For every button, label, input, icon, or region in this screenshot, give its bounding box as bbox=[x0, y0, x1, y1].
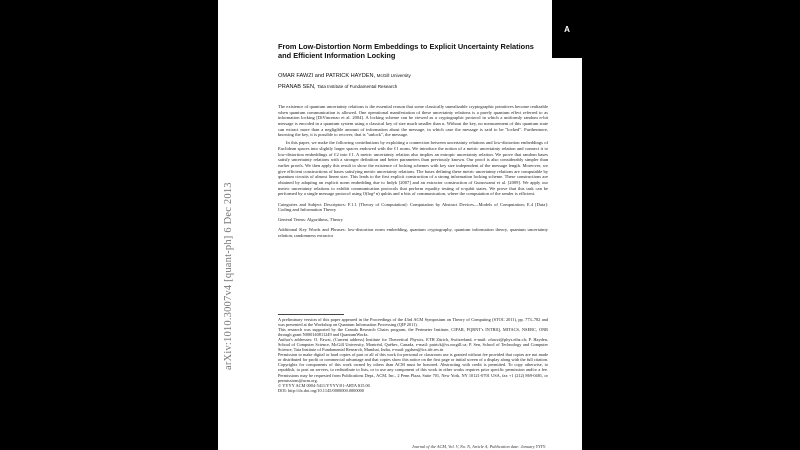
author-names: OMAR FAWZI and PATRICK HAYDEN, bbox=[278, 73, 376, 79]
abstract-paragraph-2: In this paper, we make the following contributions by exploiting a connection between uncertainty relations and low-distortion embeddings of Euclidean spaces into slightly larger spaces endowed with the ℓ1 norm. We introduce the notion of a metric uncertainty relation and connect it to low-distortion embeddings of ℓ2 into ℓ1. A metric uncertainty relation also implies an entropic uncertainty relation. We prove that random bases satisfy uncertainty relations with a stronger definition and better parameters than previously known. Our proof is also considerably simpler than earlier proofs. We then apply this result to show the existence of locking schemes with key size independent of the message length. Moreover, we give efficient constructions of bases satisfying metric uncertainty relations. The bases defining these metric uncertainty relations are computable by quantum circuits of almost linear size. This leads to the first explicit construction of a strong information locking scheme. These constructions are obtained by adapting an explicit norm embedding due to Indyk [2007] and an extractor construction of Guruswami et al. [2009]. We apply our metric uncertainty relations to exhibit communication protocols that perform equality testing of n-qubit states. We prove that this task can be performed by a single message protocol using O(log² n) qubits and n bits of communication, where the computation of the sender is efficient. bbox=[278, 140, 548, 197]
abstract-paragraph-1: The existence of quantum uncertainty relations is the essential reason that some classically unrealizable cryptographic primitives become realizable when quantum communication is allowed. One operational manifestation of these uncertainty relations is a purely quantum effect referred to as information locking [DiVincenzo et al. 2004]. A locking scheme can be viewed as a cryptographic protocol in which a uniformly random n-bit message is encoded in a quantum system using a classical key of size much smaller than n. Without the key, no measurement of this quantum state can extract more than a negligible amount of information about the message, in which case the message is said to be "locked". Furthermore, knowing the key, it is possible to recover, that is "unlock", the message. bbox=[278, 104, 548, 138]
author-line-1 bbox=[278, 71, 548, 82]
footnote: A preliminary version of this paper appeared in the Proceedings of the 43rd ACM Symposium on Theory of Computing (STOC 2011), pp. 773–782 and was presented at the Workshop on Quantum Information Processing (QIP 2011). bbox=[278, 317, 548, 328]
footnote: Author's addresses: O. Fawzi, (Current address) Institute for Theoretical Physics, ETH Zürich, Switzerland, e-mail: ofawzi@phys.ethz.ch; P. Hayden, School of Computer Science, McGill University, Montréal, Québec, Canada, e-mail: patrick@cs.mcgill.ca; P. Sen, School of Technology and Computer Science, Tata Institute of Fundamental Research, Mumbai, India, e-mail: pgdsen@tcs.tifr.res.in bbox=[278, 337, 548, 353]
author-block bbox=[278, 71, 548, 92]
subject-categories: Categories and Subject Descriptors: F.1.1 [Theory of Computation]: Computation by Abstract Devices—Models of Computation; E.4 [Data]: Coding and Information Theory bbox=[278, 201, 548, 213]
footnote: This research was supported by the Canada Research Chairs program, the Perimeter Institute, CIFAR, FQRNT's INTRIQ, MITACS, NSERC, ONR through grant N000140811249 and QuantumWorks. bbox=[278, 327, 548, 338]
key-words: Additional Key Words and Phrases: low-distortion norm embedding, quantum cryptography, quantum information theory, quantum uncertainty relation, randomness extractor bbox=[278, 227, 548, 239]
arxiv-stamp: arXiv:1010.3007v4 [quant-ph] 6 Dec 2013 bbox=[223, 182, 234, 370]
author-line-2 bbox=[278, 82, 548, 93]
footnote: DOI: http://dx.doi.org/10.1145/0000000.0000000 bbox=[278, 387, 365, 393]
footnote: © YYYY ACM 0004-5411/YYYY/01-ARTA $15.00 bbox=[278, 382, 370, 388]
journal-line: Journal of the ACM, Vol. V, No. N, Article A, Publication date: January YYYY. bbox=[411, 444, 546, 449]
author-affiliation: McGill University bbox=[376, 73, 411, 78]
article-letter-tab: A bbox=[552, 0, 582, 58]
author-names: PRANAB SEN, bbox=[278, 83, 316, 90]
footnote-rule bbox=[278, 314, 344, 315]
footnote: Permission to make digital or hard copies of part or all of this work for personal or classroom use is granted without fee provided that copies are not made or distributed for profit or commercial advantage and that copies show this notice on the first page or initial screen of a display along with the full citation. Copyrights for components of this work owned by others than ACM must be honored. Abstracting with credit is permitted. To copy otherwise, to republish, to post on servers, to redistribute to lists, or to use any component of this work in other works requires prior specific permission and/or a fee. Permissions may be requested from Publications Dept., ACM, Inc., 2 Penn Plaza, Suite 701, New York, NY 10121-0701 USA, fax +1 (212) 869-0481, or permissions@acm.org. bbox=[278, 352, 548, 383]
footnotes bbox=[278, 317, 548, 393]
author-affiliation: Tata Institute of Fundamental Research bbox=[317, 83, 398, 89]
paper-title: From Low-Distortion Norm Embeddings to Explicit Uncertainty Relations and Efficient Information Locking bbox=[278, 42, 534, 60]
abstract-body bbox=[278, 104, 548, 241]
general-terms: General Terms: Algorithms, Theory bbox=[278, 217, 343, 223]
